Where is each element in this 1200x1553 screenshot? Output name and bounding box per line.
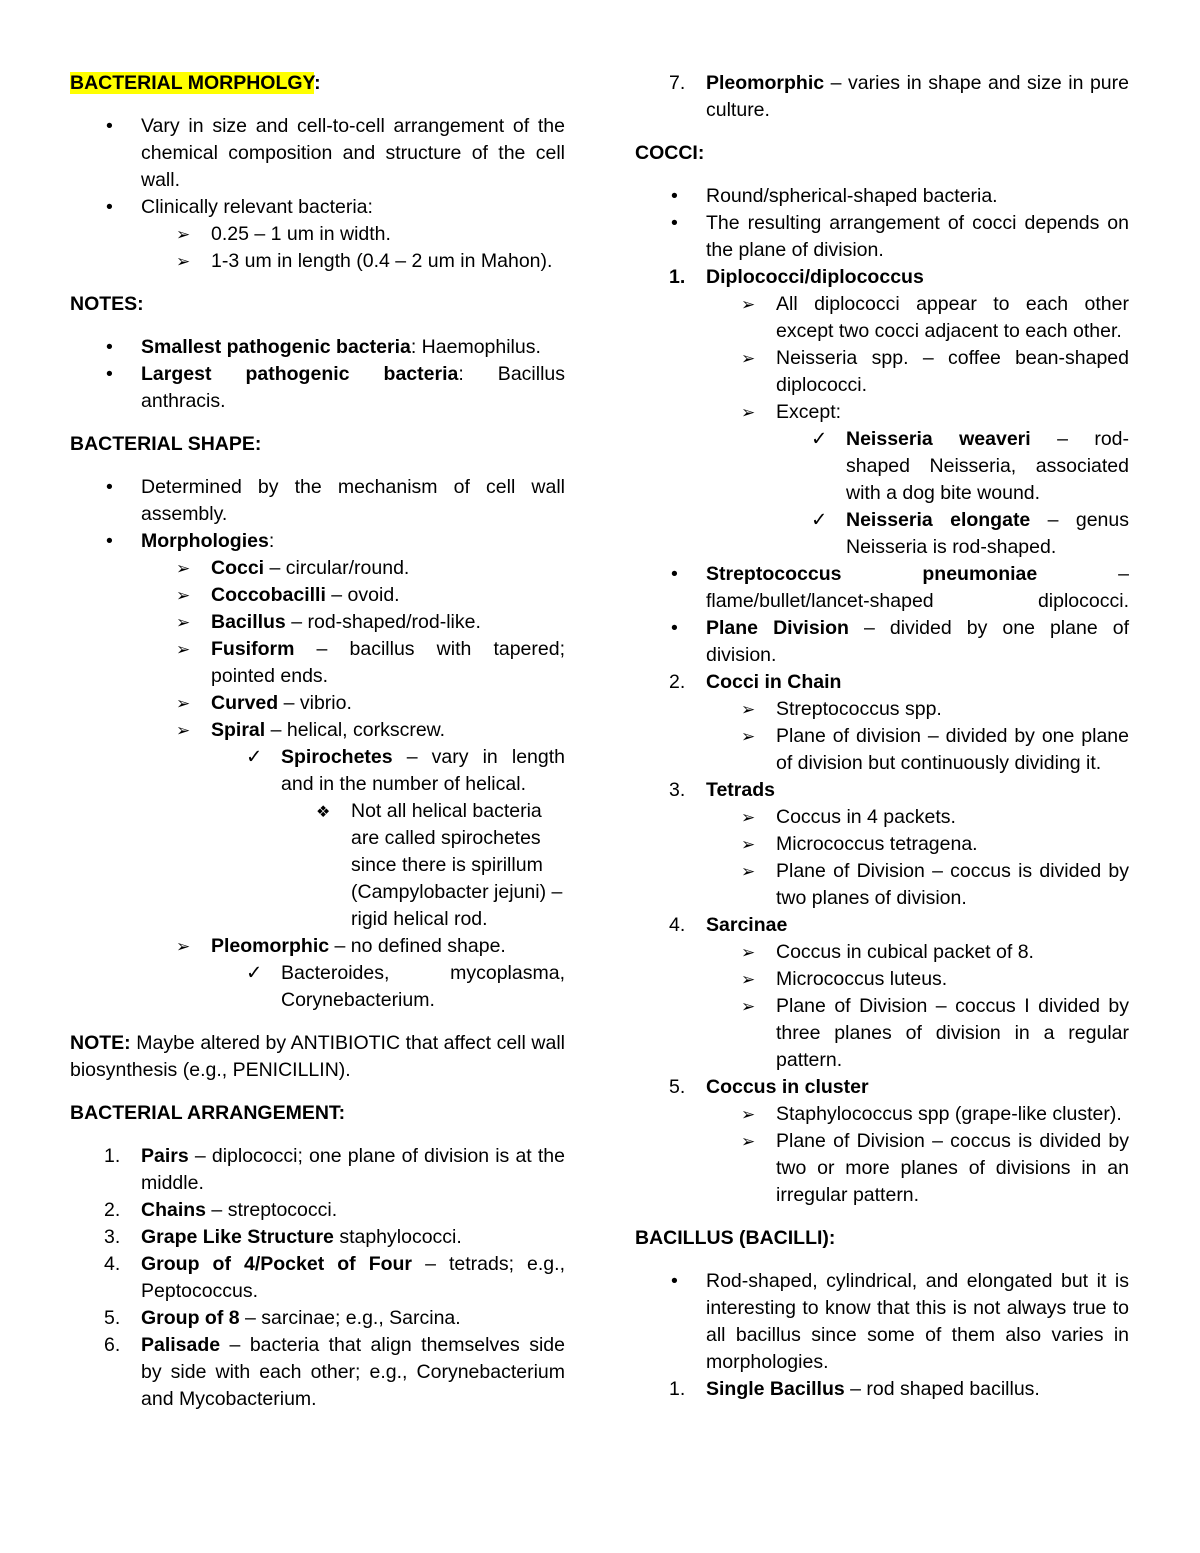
list-item: 6. Palisade – bacteria that align themselves side by side with each other; e.g., Corynebacterium and Mycobacterium. (104, 1334, 565, 1410)
list-item: ➢ Except: (635, 399, 1129, 426)
arrow-bullet-icon (176, 555, 211, 582)
arrow-bullet-icon (741, 723, 776, 777)
checkmark-icon (811, 507, 846, 561)
list-item: • Streptococcus pneumoniae – flame/bullet/lancet-shaped diplococci. (635, 561, 1129, 615)
list-item: • Clinically relevant bacteria: (70, 194, 565, 221)
list-item: • Largest pathogenic bacteria: Bacillus anthracis. (70, 361, 565, 415)
heading-bacillus: BACILLUS (BACILLI): (635, 1227, 836, 1249)
list-item: ➢ Coccus in 4 packets. (635, 804, 1129, 831)
arrow-bullet-icon (741, 939, 776, 966)
bullet-icon (671, 210, 706, 264)
arrow-bullet-icon (176, 609, 211, 636)
heading-bacterial-arrangement: BACTERIAL ARRANGEMENT: (70, 1102, 346, 1124)
list-item: ➢ Spiral – helical, corkscrew. (70, 717, 565, 744)
bullet-icon (106, 474, 141, 528)
list-item: ➢ Curved – vibrio. (70, 690, 565, 717)
list-item: 1. Diplococci/diplococcus (669, 266, 924, 288)
list-item: ➢ Coccus in cubical packet of 8. (635, 939, 1129, 966)
arrow-bullet-icon (741, 966, 776, 993)
arrow-bullet-icon (176, 248, 211, 275)
arrow-bullet-icon (741, 993, 776, 1074)
arrow-bullet-icon (176, 690, 211, 717)
bullet-icon (106, 194, 141, 221)
note-paragraph: NOTE: Maybe altered by ANTIBIOTIC that affect cell wall biosynthesis (e.g., PENICILLIN). (70, 1032, 565, 1081)
list-item: 4. Group of 4/Pocket of Four – tetrads; e.g., Peptococcus. (104, 1253, 565, 1302)
list-item: ➢ 0.25 – 1 um in width. (70, 221, 565, 248)
list-item: 3. Grape Like Structure staphylococci. (104, 1226, 462, 1248)
list-item: ➢ Cocci – circular/round. (70, 555, 565, 582)
list-item: • Morphologies: (70, 528, 565, 555)
list-item: ✓ Neisseria weaveri – rod-shaped Neisseria, associated with a dog bite wound. (635, 426, 1129, 507)
list-item: ➢ Neisseria spp. – coffee bean-shaped diplococci. (635, 345, 1129, 399)
bullet-icon (106, 334, 141, 361)
list-item: ✓ Bacteroides, mycoplasma, Corynebacterium. (70, 960, 565, 1014)
list-item: ➢ Micrococcus tetragena. (635, 831, 1129, 858)
arrow-bullet-icon (741, 858, 776, 912)
list-item: • Plane Division – divided by one plane of division. (635, 615, 1129, 669)
arrow-bullet-icon (176, 933, 211, 960)
arrow-bullet-icon (176, 582, 211, 609)
arrow-bullet-icon (176, 221, 211, 248)
list-item: 4. Sarcinae (669, 914, 788, 936)
list-item: ➢ Plane of Division – coccus is divided by two or more planes of divisions in an irregular pattern. (635, 1128, 1129, 1209)
bullet-icon (106, 528, 141, 555)
list-item: 1. Single Bacillus – rod shaped bacillus. (669, 1378, 1040, 1400)
list-item: ❖ Not all helical bacteria are called spirochetes since there is spirillum (Campylobacter jejuni) – rigid helical rod. (70, 798, 565, 933)
list-item: • The resulting arrangement of cocci depends on the plane of division. (635, 210, 1129, 264)
diamond-bullet-icon (316, 798, 351, 933)
list-item: ➢ Bacillus – rod-shaped/rod-like. (70, 609, 565, 636)
heading-cocci: COCCI: (635, 142, 705, 164)
list-item: ✓ Neisseria elongate – genus Neisseria is rod-shaped. (635, 507, 1129, 561)
list-item: ➢ Streptococcus spp. (635, 696, 1129, 723)
arrow-bullet-icon (741, 1101, 776, 1128)
arrow-bullet-icon (741, 804, 776, 831)
list-item: ➢ 1-3 um in length (0.4 – 2 um in Mahon). (70, 248, 565, 275)
arrow-bullet-icon (741, 399, 776, 426)
list-item: • Round/spherical-shaped bacteria. (635, 183, 1129, 210)
checkmark-icon (811, 426, 846, 507)
list-item: • Vary in size and cell-to-cell arrangement of the chemical composition and structure of the cell wall. (70, 113, 565, 194)
list-item: • Smallest pathogenic bacteria: Haemophilus. (70, 334, 565, 361)
list-item: ➢ Pleomorphic – no defined shape. (70, 933, 565, 960)
bullet-icon (106, 113, 141, 194)
list-item: ➢ Plane of division – divided by one plane of division but continuously dividing it. (635, 723, 1129, 777)
bullet-icon (671, 183, 706, 210)
list-item: ➢ Fusiform – bacillus with tapered; pointed ends. (70, 636, 565, 690)
bullet-icon (671, 1268, 706, 1376)
list-item: 5. Coccus in cluster (669, 1076, 869, 1098)
bullet-icon (106, 361, 141, 415)
list-item: 2. Cocci in Chain (669, 671, 842, 693)
checkmark-icon (246, 960, 281, 1014)
bullet-icon (671, 615, 706, 669)
left-column (70, 70, 565, 1413)
arrow-bullet-icon (741, 696, 776, 723)
list-item: 7. Pleomorphic – varies in shape and size in pure culture. (669, 72, 1129, 121)
list-item: • Rod-shaped, cylindrical, and elongated but it is interesting to know that this is not always true to all bacillus since some of them also varies in morphologies. (635, 1268, 1129, 1376)
arrow-bullet-icon (176, 717, 211, 744)
list-item: ✓ Spirochetes – vary in length and in the number of helical. (70, 744, 565, 798)
arrow-bullet-icon (741, 831, 776, 858)
list-item: ➢ Plane of Division – coccus is divided by two planes of division. (635, 858, 1129, 912)
list-item: 5. Group of 8 – sarcinae; e.g., Sarcina. (104, 1307, 461, 1329)
heading-bacterial-shape: BACTERIAL SHAPE: (70, 433, 262, 455)
list-item: 2. Chains – streptococci. (104, 1199, 338, 1221)
checkmark-icon (246, 744, 281, 798)
list-item: ➢ All diplococci appear to each other except two cocci adjacent to each other. (635, 291, 1129, 345)
arrow-bullet-icon (176, 636, 211, 690)
heading-bacterial-morphology: BACTERIAL MORPHOLGY: (70, 72, 321, 94)
bullet-icon (671, 561, 706, 615)
arrow-bullet-icon (741, 291, 776, 345)
list-item: 1. Pairs – diplococci; one plane of division is at the middle. (104, 1145, 565, 1194)
list-item: ➢ Coccobacilli – ovoid. (70, 582, 565, 609)
list-item: ➢ Micrococcus luteus. (635, 966, 1129, 993)
heading-notes: NOTES: (70, 293, 144, 315)
list-item: • Determined by the mechanism of cell wall assembly. (70, 474, 565, 528)
list-item: 3. Tetrads (669, 779, 775, 801)
right-column (635, 70, 1129, 1403)
list-item: ➢ Staphylococcus spp (grape-like cluster). (635, 1101, 1129, 1128)
arrow-bullet-icon (741, 345, 776, 399)
list-item: ➢ Plane of Division – coccus I divided by three planes of division in a regular pattern. (635, 993, 1129, 1074)
arrow-bullet-icon (741, 1128, 776, 1209)
